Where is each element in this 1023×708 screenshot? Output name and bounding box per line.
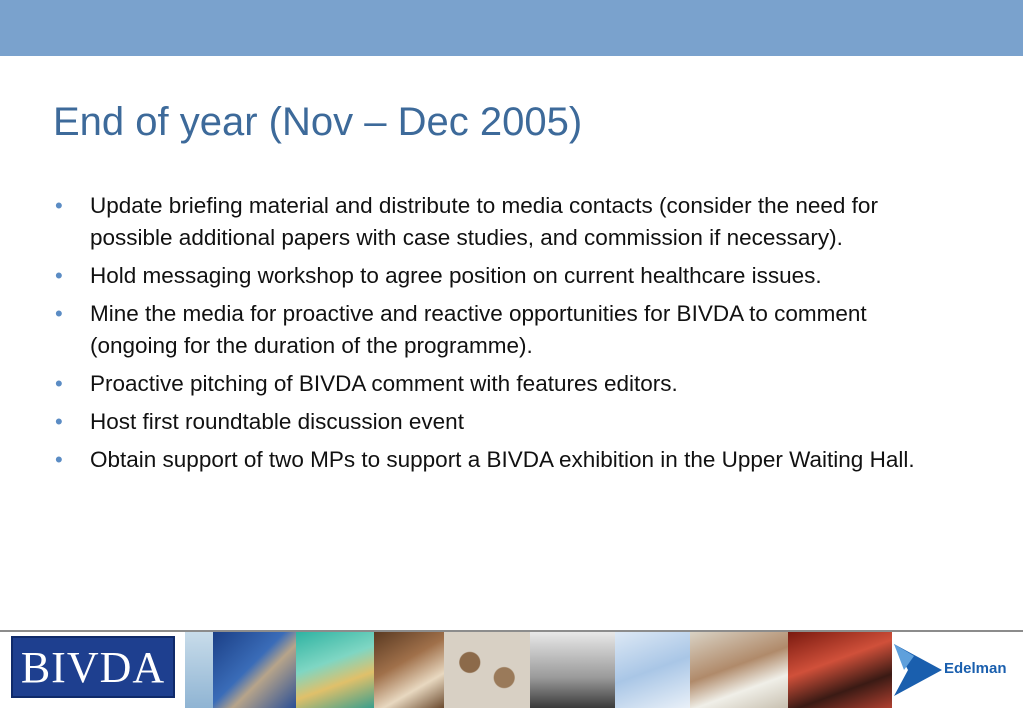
bullet-text: Host first roundtable discussion event [90, 409, 464, 434]
petri-dish-blue-photo [615, 632, 690, 708]
flask-photo [296, 632, 374, 708]
bullet-icon: • [55, 371, 63, 396]
list-item [55, 406, 955, 438]
header-band [0, 0, 1023, 56]
list-item [55, 260, 955, 292]
bullet-text: Proactive pitching of BIVDA comment with features editors. [90, 371, 678, 396]
bivda-logo-text: BIVDA [20, 642, 166, 692]
bivda-logo [11, 636, 175, 698]
silhouette-photo [530, 632, 615, 708]
list-item [55, 298, 955, 362]
bullet-text: Mine the media for proactive and reactive opportunities for BIVDA to comment (ongoing for the duration of the programme). [90, 301, 867, 358]
bullet-text: Update briefing material and distribute to media contacts (consider the need for possible additional papers with case studies, and commission if necessary). [90, 193, 878, 250]
list-item [55, 190, 955, 254]
child-writing-photo [374, 632, 444, 708]
list-item [55, 444, 955, 476]
lab-photo [185, 632, 213, 708]
edelman-logo [892, 632, 1023, 708]
edelman-arrow-icon [894, 644, 942, 696]
bullet-icon: • [55, 301, 63, 326]
bullet-text: Obtain support of two MPs to support a BIVDA exhibition in the Upper Waiting Hall. [90, 447, 915, 472]
bullet-icon: • [55, 193, 63, 218]
bullet-list [55, 190, 955, 482]
bullet-text: Hold messaging workshop to agree position on current healthcare issues. [90, 263, 822, 288]
microscope-photo [213, 632, 296, 708]
slide-title: End of year (Nov – Dec 2005) [53, 100, 583, 144]
scientist-photo [690, 632, 788, 708]
edelman-logo-text: Edelman [944, 660, 1007, 677]
bullet-icon: • [55, 263, 63, 288]
bullet-icon: • [55, 409, 63, 434]
scanner-photo [788, 632, 892, 708]
footer-strip [0, 632, 1023, 708]
bullet-icon: • [55, 447, 63, 472]
petri-dishes-photo [444, 632, 530, 708]
list-item [55, 368, 955, 400]
